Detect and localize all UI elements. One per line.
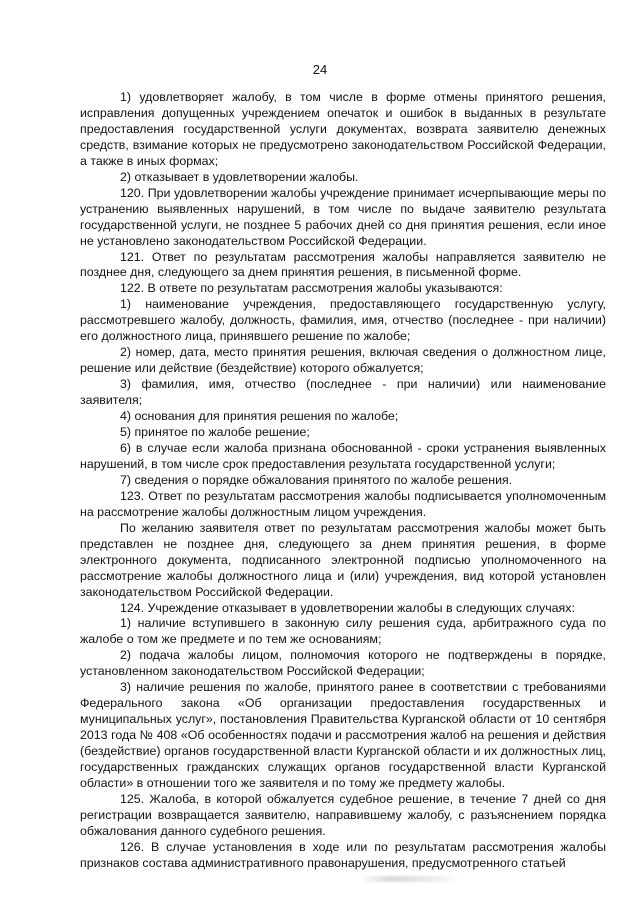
- paragraph: 122. В ответе по результатам рассмотрения жалобы указываются:: [120, 281, 503, 296]
- paragraph: 7) сведения о порядке обжалования принятого по жалобе решения.: [120, 472, 513, 487]
- paragraph: 1) наличие вступившего в законную силу решения суда, арбитражного суда по жалобе о том же предмете и по тем же основаниям;: [80, 616, 606, 647]
- paragraph: 4) основания для принятия решения по жалобе;: [120, 409, 399, 424]
- paragraph: 5) принятое по жалобе решение;: [120, 425, 310, 440]
- paragraph: 3) фамилия, имя, отчество (последнее - при наличии) или наименование заявителя;: [80, 377, 606, 408]
- paragraph: 1) наименование учреждения, предоставляющего государственную услугу, рассмотревшего жалобу, должность, фамилия, имя, отчество (последнее - при наличии) его должностного лица, принявшего решение по жалобе;: [80, 297, 606, 344]
- paragraph: 123. Ответ по результатам рассмотрения жалобы подписывается уполномоченным на рассмотрение жалобы должностным лицом учреждения.: [80, 488, 606, 519]
- document-body: [80, 90, 606, 872]
- paragraph: 2) номер, дата, место принятия решения, включая сведения о должностном лице, решение или действие (бездействие) которого обжалуется;: [80, 345, 606, 376]
- paragraph: 2) подача жалобы лицом, полномочия которого не подтверждены в порядке, установленном законодательством Российской Федерации;: [80, 648, 606, 679]
- paragraph: 125. Жалоба, в которой обжалуется судебное решение, в течение 7 дней со дня регистрации возвращается заявителю, направившему жалобу, с разъяснением порядка обжалования данного судебного решения.: [80, 791, 606, 838]
- paragraph: 6) в случае если жалоба признана обоснованной - сроки устранения выявленных нарушений, в том числе срок предоставления результата государственной услуги;: [80, 440, 606, 471]
- scan-artifact: [360, 876, 460, 882]
- paragraph: 2) отказывает в удовлетворении жалобы.: [120, 169, 359, 184]
- paragraph: По желанию заявителя ответ по результатам рассмотрения жалобы может быть представлен не позднее дня, следующего за днем принятия решения, в форме электронного документа, подписанного электронной подписью уполномоченного на рассмотрение жалобы должностного лица и (или) учреждения, вид которой установлен законодательством Российской Федерации.: [80, 520, 606, 599]
- paragraph: 1) удовлетворяет жалобу, в том числе в форме отмены принятого решения, исправления допущенных учреждением опечаток и ошибок в выданных в результате предоставления государственной услуги документах, возврата заявителю денежных средств, взимание которых не предусмотрено законодательством Российской Федерации, а также в иных формах;: [80, 90, 606, 168]
- paragraph: 120. При удовлетворении жалобы учреждение принимает исчерпывающие меры по устранению выявленных нарушений, в том числе по выдаче заявителю результата государственной услуги, не позднее 5 рабочих дней со дня принятия решения, если иное не установлено законодательством Российской Федерации.: [80, 185, 606, 248]
- paragraph: 3) наличие решения по жалобе, принятого ранее в соответствии с требованиями Федерального закона «Об организации предоставления государственных и муниципальных услуг», постановления Правительства Курганской области от 10 сентября 2013 года № 408 «Об особенностях подачи и рассмотрения жалоб на решения и действия (бездействие) органов государственной власти Курганской области и их должностных лиц, государственных гражданских служащих органов государственной власти Курганской области» в отношении того же заявителя и по тому же предмету жалобы.: [80, 680, 606, 790]
- paragraph: 126. В случае установления в ходе или по результатам рассмотрения жалобы признаков состава административного правонарушения, предусмотренного статьей: [80, 839, 606, 870]
- paragraph: 124. Учреждение отказывает в удовлетворении жалобы в следующих случаях:: [120, 600, 575, 615]
- page-number: 24: [312, 62, 328, 77]
- paragraph: 121. Ответ по результатам рассмотрения жалобы направляется заявителю не позднее дня, следующего за днем принятия решения, в письменной форме.: [80, 249, 606, 280]
